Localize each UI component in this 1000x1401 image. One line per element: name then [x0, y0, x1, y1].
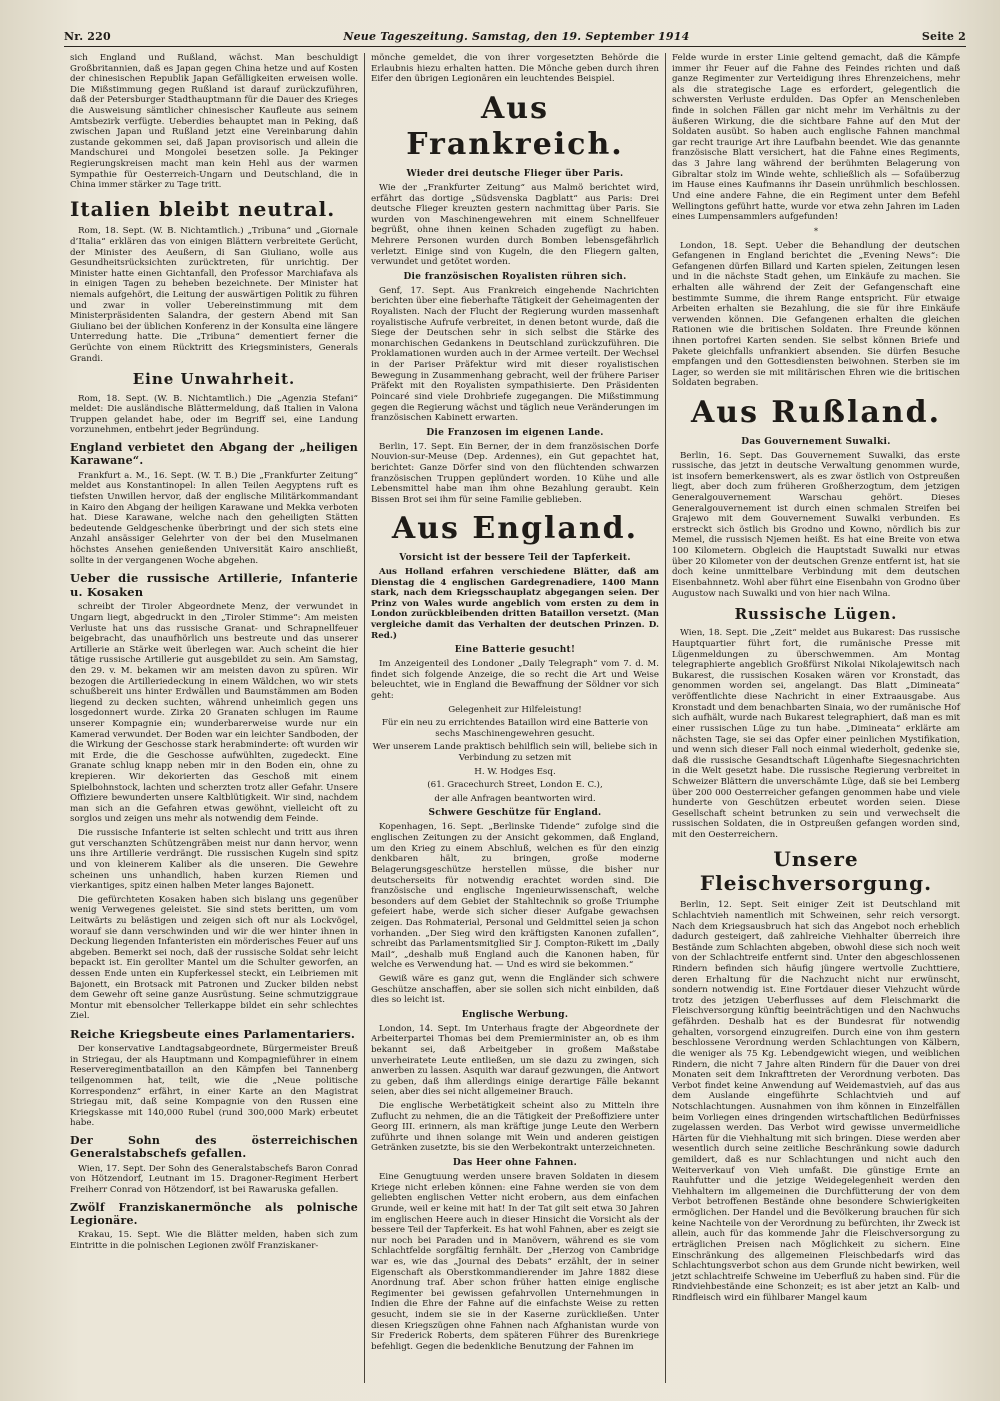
- article-artillery: schreibt der Tiroler Abgeordnete Menz, der verwundet in Ungarn liegt, abgedruckt in den „Tiroler Stimme“: Am meisten Verluste hat uns das russische Granat- und Schrapnellfeuer beigebracht, das unaufhörlich uns bestreute und das unserer Artillerie an Stärke weit überlegen war. Auch scheint die hier tätige russische Artillerie gut ausgebildet zu sein. Am Samstag, den 29. v. M. bekamen wir am meisten davon zu spüren. Wir bezogen die Artilleriedeckung in einem Wäldchen, wo wir stets schußbereit uns hinter Erdwällen und Baumstämmen am Boden liegend zu decken suchten, während unheimlich gegen uns losgedonnert wurde. Zirka 20 Granaten schlugen im Raume unserer Kompagnie ein; wunderbarerweise wurde nur ein Kamerad verwundet. Der Boden war ein leichter Sandboden, der die Wirkung der Geschosse stark herabminderte: oft wurden wir mit Erde, die die Geschosse aufwühlten, zugedeckt. Eine Granate schlug knapp neben mir in den Boden ein, ohne zu krepieren. Wir dekorierten das Geschoß mit einem Spielbohnstock, lachten und scherzten trotz aller Gefahr. Unsere Offiziere bewunderten unsere Kaltblütigkeit. Wir sind, nachdem man sich an die Gefahren etwas gewöhnt, vielleicht oft zu sorglos und zeigen uns mehr als notwendig dem Feinde.: [70, 602, 358, 825]
- headline-italy: Italien bleibt neutral.: [70, 196, 336, 221]
- article-continued: sich England und Rußland, wächst. Man beschuldigt Großbritannien, daß es Japan gegen China hetze und auf Kosten der chinesischen Republik Japan Gefälligkeiten erweisen wolle. Die Mißstimmung gegen Rußland ist darauf zurückzuführen, daß der Petersburger Stadthauptmann für die Dauer des Krieges die Ausweisung sämtlicher chinesischer Kaufleute aus seinem Amtsbezirk verfügte. Ueberdies behauptet man in Peking, daß zwischen Japan und Rußland jetzt eine Vereinbarung dahin zustande gekommen sei, daß Japan provisorisch und allein die Mandschurei und Mongolei besetzen solle. Ja Pekinger Regierungskreisen macht man kein Hehl aus der warmen Sympathie für Oesterreich-Ungarn und Deutschland, die in China immer stärker zu Tage tritt.: [70, 53, 358, 191]
- article-booty: Der konservative Landtagsabgeordnete, Bürgermeister Breuß in Striegau, der als Hauptmann und Kompagnieführer in einem Reserveregimentbataillon an den Kämpfen bei Tannenberg teilgenommen hat, teilt, wie die „Neue politische Korrespondenz“ erfährt, in einer Karte an den Magistrat Striegau mit, daß seine Kompagnie von den Russen eine Kriegskasse mit 140,000 Rubel (rund 300,000 Mark) erbeutet habe.: [70, 1044, 358, 1129]
- article-italy: Rom, 18. Sept. (W. B. Nichtamtlich.) „Tribuna“ und „Giornale d’Italia“ erklären das von einigen Blättern verbreitete Gerücht, der Minister des Aeußern, di San Giuliano, wolle aus Gesundheitsrücksichten zurücktreten, für unrichtig. Der Minister hatte einen Gichtanfall, den Professor Marchiafava als in einigen Tagen zu beheben bezeichnete. Der Minister hat niemals aufgehört, die Leitung der auswärtigen Politik zu führen und zwar in voller Uebereinstimmung mit dem Ministerpräsidenten Salandra, der gestern Abend mit San Giuliano bei der üblichen Konferenz in der Konsulta eine längere Unterredung hatte. Die „Tribuna“ dementiert ferner die Gerüchte von einem Rücktritt des Kriegsministers, Generals Grandi.: [70, 226, 358, 364]
- paper-date: Neue Tageszeitung. Samstag, den 19. September 1914: [343, 30, 690, 43]
- article-prisoners: London, 18. Sept. Ueber die Behandlung der deutschen Gefangenen in England berichtet die „Evening News“: Die Gefangenen dürfen Billard und Karten spielen, Zeitungen lesen und in die nächste Stadt gehen, um Einkäufe zu machen. Sie erhalten alle während der Zeit der Gefangenschaft eine bestimmte Summe, die ihrem Range entspricht. Für etwaige Arbeiten erhalten sie Bezahlung, die sie für ihre Einkäufe verwenden können. Die Gefangenen erhalten die gleichen Rationen wie die britischen Soldaten. Ihre Freunde können ihnen portofrei Karten senden. Sie selbst können Briefe und Pakete gleichfalls unfrankiert absenden. Sie dürfen Besuche empfangen und den Gottesdiensten beiwohnen. Sterben sie im Lager, so werden sie mit militärischen Ehren wie die britischen Soldaten begraben.: [672, 240, 960, 389]
- ad-line-4: H. W. Hodges Esq.: [474, 766, 556, 777]
- subhead-enemy: Die Franzosen im eigenen Lande.: [426, 427, 604, 438]
- article-untruth: Rom, 18. Sept. (W. B. Nichtamtlich.) Die „Agenzia Stefani“ meldet: Die ausländische Blättermeldung, daß Italien in Valona Truppen gelandet habe, oder im Begriff sei, eine Landung vorzunehmen, entbehrt jeder Begründung.: [70, 393, 358, 436]
- ad-line-1: Gelegenheit zur Hilfeleistung!: [448, 704, 582, 715]
- column-2: [364, 53, 665, 1383]
- section-france: Aus Frankreich.: [406, 90, 624, 163]
- article-army: Eine Genugtuung werden unsere braven Soldaten in diesem Kriege nicht erleben können: eine Fahne werden sie von dem geliebten englischen Vetter nicht erobern, aus dem einfachen Grunde, weil er keine mit hat! In der Tat gilt seit etwa 30 Jahren im englischen Heere auch in dieser Hinsicht die Vorsicht als der bessere Teil der Tapferkeit. Es hat wohl Fahnen, aber es zeigt sie nur noch bei Paraden und in Manövern, während es sie vom Schlachtfelde sorgfältig fernhält. Der „Herzog von Cambridge war es, wie das „Journal des Debats“ erzählt, der in seiner Eigenschaft als Oberstkommandierender im Jahre 1882 diese Anordnung traf. Aber schon früher hatten einige englische Regimenter bei gewissen gefahrvollen Unternehmungen in Indien die Ehre der Fahne auf die einfachste Weise zu retten gesucht, indem sie sie in der Kaserne zurückließen. Unter diesen Kriegszügen ohne Fahnen nach Afghanistan wurde von Sir Frederick Roberts, dem späteren Führer des Burenkriege befehligt. Gegen die bedenkliche Benutzung der Fahnen im: [371, 1172, 659, 1352]
- page-number: Seite 2: [921, 30, 966, 43]
- issue-number: Nr. 220: [64, 30, 111, 43]
- article-artillery-2: Die russische Infanterie ist selten schlecht und tritt aus ihren gut verschanzten Schützengräben meist nur dann hervor, wenn uns ihre Artillerie verdrängt. Die russischen Kugeln sind spitz und von kleinerem Kaliber als die unseren. Die Gewehre scheinen uns unhandlich, haben kurzen Riemen und vierkantiges, spitz einen halben Meter langes Bajonett.: [70, 828, 358, 892]
- article-cossacks: Die gefürchteten Kosaken haben sich bislang uns gegenüber wenig Verwegenes geleistet. Sie sind stets beritten, um vom Leitwärts zu belästigen und zeigen sich oft nur als Lockvögel, worauf sie dann verschwinden und wir die wer hinter ihnen in Deckung liegenden Infanteristen ein mörderisches Feuer auf uns abgeben. Bemerkt sei noch, daß der russische Soldat sehr leicht bepackt ist. Ein gerollter Mantel um die Schulter geworfen, an dessen Ende unten ein Kupferkessel steckt, ein Leibriemen mit Bajonett, ein Brotsack mit Patronen und Zucker bilden nebst dem Gewehr oft seine ganze Ausrüstung. Seine schmutziggraue Montur mit ebensolcher Tellerkappe bildet ein sehr schlechtes Ziel.: [70, 894, 358, 1022]
- headline-caravan: England verbietet den Abgang der „heiligen Karawane“.: [70, 440, 358, 468]
- ad-line-5: (61. Gracechurch Street, London E. C.),: [427, 780, 603, 791]
- article-guns-2: Gewiß wäre es ganz gut, wenn die Engländer sich schwere Geschütze anschaffen, aber sie sollen sich nicht einbilden, daß dies so leicht ist.: [371, 973, 659, 1006]
- section-russia: Aus Rußland.: [690, 395, 942, 431]
- article-lies: Wien, 18. Sept. Die „Zeit“ meldet aus Bukarest: Das russische Hauptquartier führt fort, die rumänische Presse mit Lügenmeldungen zu überschwemmen. Am Montag telegraphierte angeblich Großfürst Nikolai Nikolajewitsch nach Bukarest, die russischen Kosaken wären vor Kronstadt, das genommen worden sei, angelangt. Das Blatt „Dimineata“ veröffentlichte diese Nachricht in einer Extraausgabe. Aus Kronstadt und dem benachbarten Sinaia, wo der rumänische Hof sich aufhält, wurde nach Bukarest telegraphiert, daß man es mit einer russischen Lüge zu tun habe. „Dimineata“ erklärte am nächsten Tage, sie sei das Opfer einer peinlichen Mystifikation, und wenn sich dieser Fall noch einmal wiederholt, gedenke sie, daß die russische Gesandtschaft Lügenhafte Siegesnachrichten in die Welt gesetzt habe. Die russische Regierung verbreitet in Schweizer Blättern die unverschämte Lüge, daß sie bei Lemberg über 200 000 Oesterreicher gefangen genommen habe und viele hunderte von Geschützen erbeutet worden seien. Diese Gesellschaft scheint betrunken zu sein und verwechselt die russischen Soldaten, die in Ostpreußen gefangen worden sind, mit den Oesterreichern.: [672, 628, 960, 840]
- ad-line-2: Für ein neu zu errichtendes Bataillon wird eine Batterie von sechs Maschinengewehren gesucht.: [381, 718, 649, 739]
- subhead-army: Das Heer ohne Fahnen.: [452, 1158, 578, 1169]
- headline-untruth: Eine Unwahrheit.: [132, 370, 296, 389]
- headline-booty: Reiche Kriegsbeute eines Parlamentariers.: [70, 1027, 356, 1042]
- subhead-guns: Schwere Geschütze für England.: [428, 808, 602, 819]
- subhead-royalists: Die französischen Royalisten rühren sich.: [403, 271, 627, 282]
- masthead: [64, 30, 966, 47]
- section-england: Aus England.: [391, 511, 639, 547]
- article-recruit-2: Die englische Werbetätigkeit scheint also zu Mitteln ihre Zuflucht zu nehmen, die an die Tätigkeit der Preßoffiziere unter Georg III. erinnern, als man kräftige junge Leute den Werbern zuführte und ihnen solange mit Wein und anderen geistigen Getränken zusetzte, bis sie den Werbekontrakt unterzeichneten.: [371, 1101, 659, 1154]
- ad-line-6: der alle Anfragen beantworten wird.: [434, 793, 596, 804]
- subhead-recruit: Englische Werbung.: [461, 1009, 569, 1020]
- article-continued: Felde wurde in erster Linie geltend gemacht, daß die Kämpfe immer ihr Feuer auf die Fahne des Feindes richten und daß ganze Regimenter zur Verteidigung ihres Ehrenzeichens, mehr als die strategische Lage es erfordert, gelegentlich die schwersten Verluste erdulden. Das Opfer an Menschenleben finde in solchen Fällen gar nicht mehr im Verhältnis zu der äußeren Wirkung, die die sichtbare Fahne auf den Mut der Soldaten ausübt. So haben auch englische Fahnen manchmal gar recht traurige Art ihre Laufbahn beendet. Wie das genannte französische Blatt versichert, hat die Fahne eines Regiments, das 3 Jahre lang während der berühmten Belagerung von Gibraltar stolz im Winde wehte, schließlich als — Sofaüberzug im Hause eines Kaufmanns ihr Dasein unrühmlich beschlossen. Und eine andere Fahne, die ein Regiment unter dem Befehl Wellingtons geführt hatte, wurde vor etwa zehn Jahren im Laden eines Lumpensammlers aufgefunden!: [672, 53, 960, 223]
- article-enemy: Berlin, 17. Sept. Ein Berner, der in dem französischen Dorfe Nouvion-sur-Meuse (Dep. Ardennes), ein Gut gepachtet hat, berichtet: Ganze Dörfer sind von den flüchtenden schwarzen französischen Truppen geplündert worden. 10 Kühe und alle Lebensmittel habe man ihm ohne Bezahlung geraubt. Kein Bissen Brot sei ihm für seine Familie geblieben.: [371, 441, 659, 505]
- article-caution: Aus Holland erfahren verschiedene Blätter, daß am Dienstag die 4 englischen Gardegrenadiere, 1400 Mann stark, nach dem Kriegsschauplatz abgegangen seien. Der Prinz von Wales wurde angeblich vom ersten zu dem in London zurückbleibenden dritten Bataillon versetzt. (Man vergleiche damit das Verhalten der deutschen Prinzen. D. Red.): [371, 566, 659, 641]
- column-1: [64, 53, 364, 1383]
- article-meat: Berlin, 12. Sept. Seit einiger Zeit ist Deutschland mit Schlachtvieh namentlich mit Schweinen, sehr reich versorgt. Nach dem Kriegsausbruch hat sich das Angebot noch erheblich dadurch gesteigert, daß zahlreiche Viehhalter überreich ihre Bestände zum Schlachten abgeben, obwohl diese sich noch weit von der Schlachtreife entfernt sind. Unter den abgeschlossenen Rindern befinden sich häufig jüngere wertvolle Zuchttiere, deren Erhaltung für die Nachzucht nicht nur erwünscht, sondern notwendig ist. Eine Fortdauer dieser Viehzucht würde trotz des jetzigen Ueberflusses auf dem Fleischmarkt die Fleischversorgung künftig beeinträchtigen und den Nachwuchs gefährden. Deshalb hat es der Bundesrat für notwendig gehalten, vorsorgend einzugreifen. Durch eine von ihm gestern beschlossene Verordnung werden Schlachtungen von Kälbern, die weniger als 75 Kg. Lebendgewicht wiegen, und weiblichen Rindern, die nicht 7 Jahre alten Rindern für die Dauer von drei Monaten seit dem Inkrafttreten der Verordnung verboten. Das Verbot findet keine Anwendung auf Weidemastvieh, auf das aus dem Auslande eingeführte Schlachtvieh und auf Notschlachtungen. Ausnahmen von ihm können in Einzelfällen beim Vorliegen eines dringenden wirtschaftlichen Bedürfnisses zugelassen werden. Das Verbot wird gewisse unvermeidliche Härten für die Viehhaltung mit sich bringen. Diese werden aber wesentlich durch seine zeitliche Beschränkung sowie dadurch gemildert, daß es nur Schlachtungen und nicht auch den Weiterverkauf von Vieh umfaßt. Die günstige Ernte an Rauhfutter und die jetzige Weidegelegenheit werden den Viehhaltern im allgemeinen die Durchfütterung der von dem Verbot betroffenen Bestände ohne besondere Schwierigkeiten ermöglichen. Der Handel und die Bevölkerung brauchen für sich keine Nachteile von der Verordnung zu befürchten, ihr Zweck ist allein, auch für das kommende Jahr die Fleischversorgung zu erträglichen Preisen nach Möglichkeit zu sichern. Eine Einschränkung des allgemeinen Fleischbedarfs wird das Schlachtungsverbot schon aus dem Grunde nicht bewirken, weil jetzt schlachtreife Schweine im Ueberfluß zu haben sind. Für die Rindviehbestände eine Schonzeit; es ist aber jetzt an Kalb- und Rindfleisch wird ein fühlbarer Mangel kaum: [672, 900, 960, 1303]
- article-son: Wien, 17. Sept. Der Sohn des Generalstabschefs Baron Conrad von Hötzendorf, Leutnant im 15. Dragoner-Regiment Herbert Freiherr Conrad von Hötzendorf, ist bei Rawaruska gefallen.: [70, 1163, 358, 1195]
- article-continued: mönche gemeldet, die von ihrer vorgesetzten Behörde die Erlaubnis hiezu erhalten hatten. Die Mönche geben durch ihren Eifer den übrigen Legionären ein leuchtendes Beispiel.: [371, 53, 659, 85]
- separator-star: *: [814, 226, 818, 236]
- ad-line-3: Wer unserem Lande praktisch behilflich sein will, beliebe sich in Verbindung zu setzen mit: [372, 742, 658, 764]
- headline-meat: Unsere Fleischversorgung.: [699, 846, 933, 895]
- column-3: [665, 53, 966, 1383]
- article-guns: Kopenhagen, 16. Sept. „Berlinske Tidende“ zufolge sind die englischen Zeitungen zu der Ansicht gekommen, daß England, um den Krieg zu einem Abschluß, welchen es für den einzig denkbaren hält, zu bringen, große moderne Belagerungsgeschütze herstellen müsse, die bisher nur deutscherseits für notwendig erachtet worden sind. Die französische und englische Ingenieurwissenschaft, welche besonders auf dem Gebiet der Stahltechnik so große Triumphe gefeiert habe, werde sich sicher dieser Aufgabe gewachsen zeigen. Das Rohmaterial, Personal und Geldmittel seien ja schon vorhanden. „Der Sieg wird den kräftigsten Kanonen zufallen“, schreibt das Parlamentsmitglied Sir J. Compton-Rikett im „Daily Mail“, „deshalb muß England auch die Kanonen haben, für welche es Verwendung hat. — Und es wird sie bekommen.“: [371, 822, 659, 971]
- article-suwalki: Berlin, 16. Sept. Das Gouvernement Suwalki, das erste russische, das jetzt in deutsche Verwaltung genommen wurde, ist insofern bemerkenswert, als es zwar östlich von Ostpreußen liegt, aber doch zum früheren Großherzogtum, dem jetzigen Generalgouvernement Warschau gehört. Dieses Generalgouvernement ist durch einen schmalen Streifen bei Grajewo mit dem Gouvernement Suwalki verbunden. Es erstreckt sich östlich bis Grodno und Kowno, nördlich bis zur Memel, die russisch Njemen heißt. Es hat eine Breite von etwa 100 Kilometern. Obgleich die Hauptstadt Suwalki nur etwas über 20 Kilometer von der deutschen Grenze entfernt ist, hat sie doch keine unmittelbare Verbindung mit dem deutschen Eisenbahnnetz. Wohl aber führt eine Eisenbahn von Grodno über Augustow nach Suwalki und von hier nach Wilna.: [672, 450, 960, 599]
- article-fliers: Wie der „Frankfurter Zeitung“ aus Malmö berichtet wird, erfährt das dortige „Südsvenska Dagblatt“ aus Paris: Drei deutsche Flieger kreuzten gestern nachmittag über Paris. Sie wurden von Maschinengewehren mit einem Schnellfeuer begrüßt, ohne ihnen keinen Schaden zugefügt zu haben. Mehrere Personen wurden durch Bomben lebensgefährlich verletzt. Einige sind von Kugeln, die den Fliegern galten, verwundet und getötet worden.: [371, 182, 659, 268]
- headline-son: Der Sohn des österreichischen Generalstabschefs gefallen.: [70, 1133, 358, 1161]
- headline-artillery: Ueber die russische Artillerie, Infanterie u. Kosaken: [70, 571, 358, 600]
- headline-monks: Zwölf Franziskanermönche als polnische Legionäre.: [70, 1200, 358, 1227]
- subhead-battery: Eine Batterie gesucht!: [454, 645, 576, 656]
- article-royalists: Genf, 17. Sept. Aus Frankreich eingehende Nachrichten berichten über eine fieberhafte Tätigkeit der Geheimagenten der Royalisten. Nach der Flucht der Regierung wurden massenhaft royalistische Aufrufe verbreitet, in denen betont wurde, daß die Siege der Deutschen sehr in sich selbst die Stärke des monarchischen Gedankens in Deutschland zurückzuführen. Die Proklamationen wurden auch in der Armee verteilt. Der Wechsel in der Pariser Präfektur wird mit dieser royalistischen Bewegung in Zusammenhang gebracht, weil der frühere Pariser Präfekt mit den Royalisten sympathisierte. Den Präsidenten Poincaré sind viele Drohbriefe zugegangen. Die Mißstimmung gegen die Regierung wächst und täglich neue Veränderungen im französischen Kabinett erwarten.: [371, 285, 659, 424]
- headline-lies: Russische Lügen.: [734, 605, 898, 624]
- columns: [64, 53, 966, 1383]
- subhead-fliers: Wieder drei deutsche Flieger über Paris.: [406, 169, 624, 180]
- article-monks: Krakau, 15. Sept. Wie die Blätter melden, haben sich zum Eintritte in die polnischen Legionen zwölf Franziskaner-: [70, 1230, 358, 1252]
- article-recruit: London, 14. Sept. Im Unterhaus fragte der Abgeordnete der Arbeiterpartei Thomas bei dem Premierminister an, ob es ihm bekannt sei, daß Arbeitgeber in großem Maßstabe unverheiratete Leute entließen, um sie dazu zu zwingen, sich anwerben zu lassen. Asquith war darauf gezwungen, die Antwort zu geben, daß ihm allerdings einige derartige Fälle bekannt seien, aber dies sei nicht allgemeiner Brauch.: [371, 1023, 659, 1098]
- subhead-suwalki: Das Gouvernement Suwalki.: [741, 436, 891, 447]
- subhead-caution: Vorsicht ist der bessere Teil der Tapferkeit.: [399, 552, 631, 563]
- article-battery: Im Anzeigenteil des Londoner „Daily Telegraph“ vom 7. d. M. findet sich folgende Anzeige, die so recht die Art und Weise beleuchtet, wie in England die Bewaffnung der Söldner vor sich geht:: [371, 659, 659, 701]
- article-caravan: Frankfurt a. M., 16. Sept. (W. T. B.) Die „Frankfurter Zeitung“ meldet aus Konstantinopel: In allen Teilen Aegyptens ruft es tiefsten Unwillen hervor, daß der englische Militärkommandant in Kairo den Abgang der heiligen Karawane und Mekka verboten hat. Diese Karawane, welche nach den geheiligten Stätten bedeutende Geldgeschenke überbringt und der sich stets eine Anzahl ansässiger Gelehrter von der bei den Muselmanen höchstes Ansehen genießenden Universität Kairo anschließt, sollte in der vergangenen Woche abgehen.: [70, 470, 358, 566]
